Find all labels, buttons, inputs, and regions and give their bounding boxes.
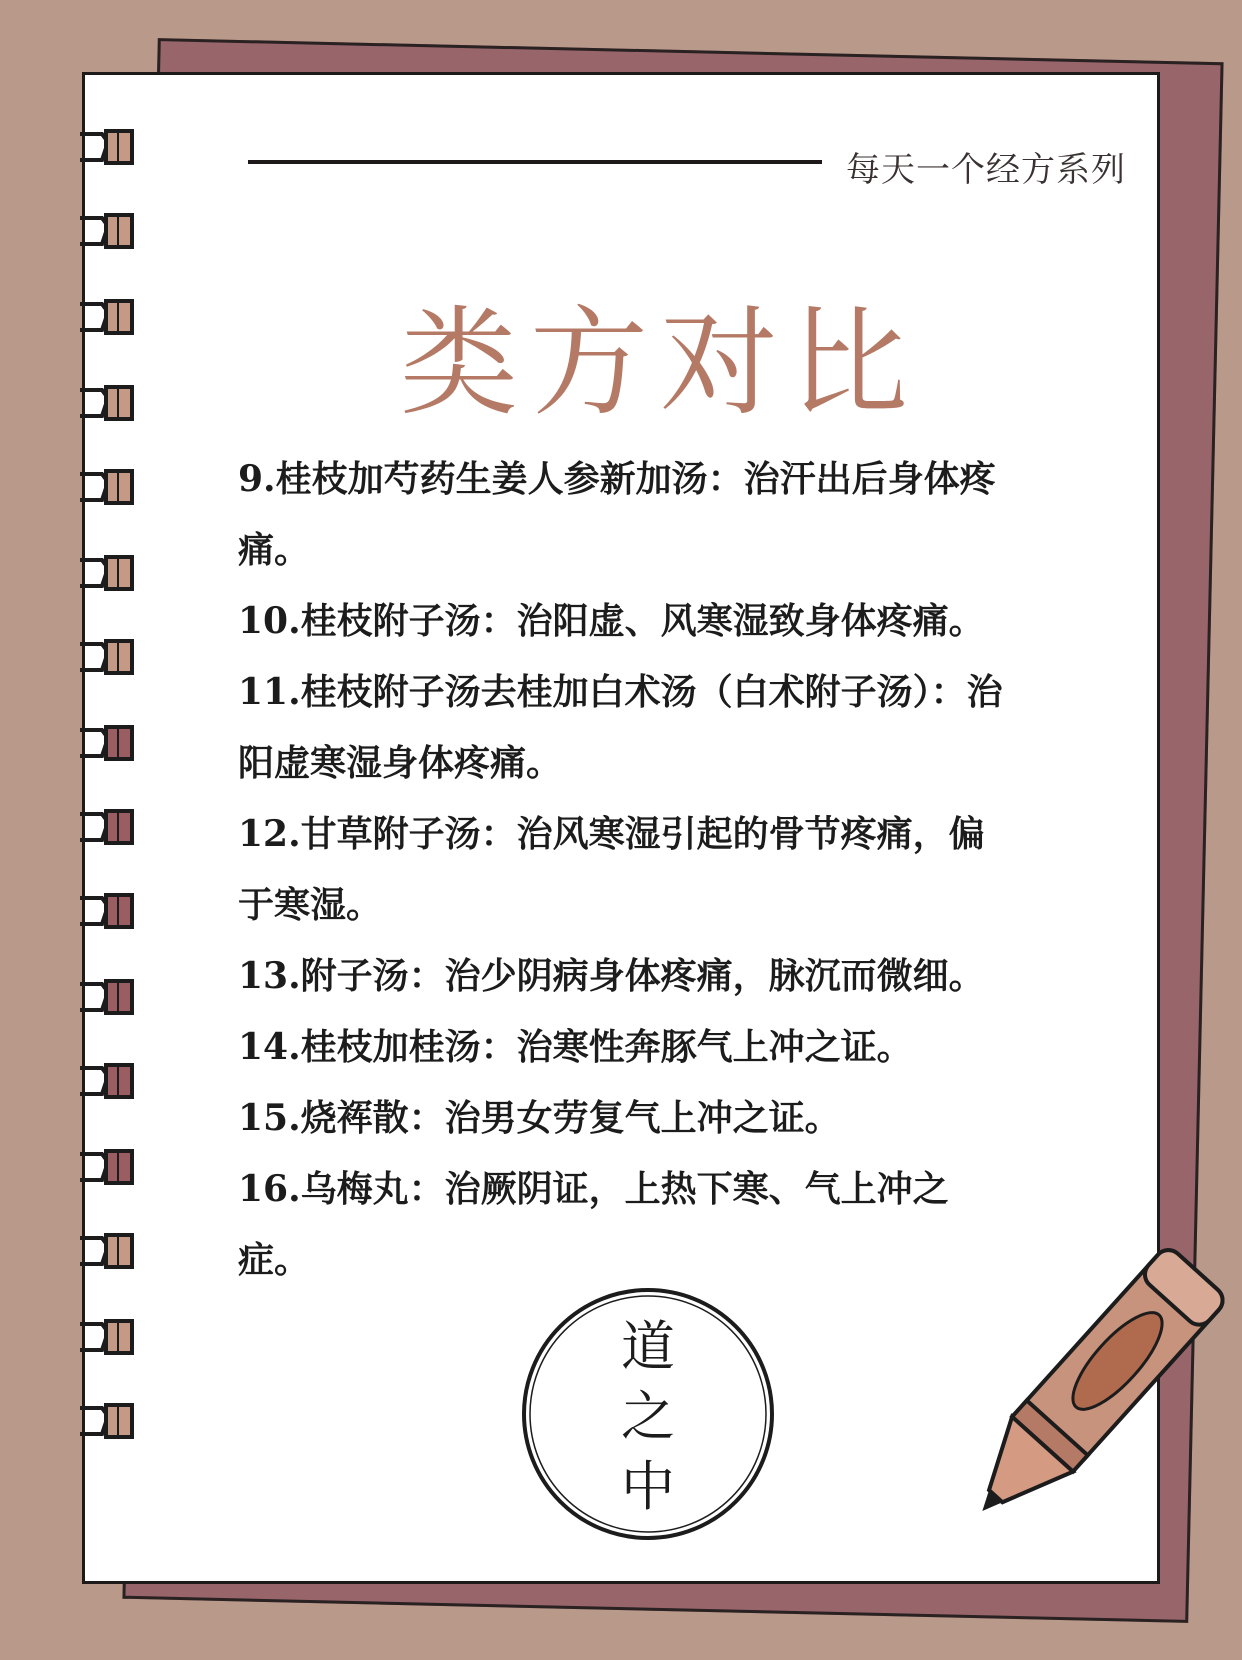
list-item: 症。: [238, 1239, 311, 1281]
series-label: 每天一个经方系列: [846, 150, 1126, 190]
list-item: 11.桂枝附子汤去桂加白术汤（白术附子汤）：治: [238, 671, 1003, 713]
binding-ring: [78, 212, 140, 252]
binding-ring: [78, 1148, 140, 1188]
binding-ring: [78, 384, 140, 424]
header-rule: [248, 160, 822, 164]
list-item: 16.乌梅丸：治厥阴证，上热下寒、气上冲之: [238, 1168, 949, 1210]
list-item: 于寒湿。: [238, 884, 383, 926]
page-title: 类方对比: [400, 294, 921, 432]
list-item: 14.桂枝加桂汤：治寒性奔豚气上冲之证。: [238, 1026, 913, 1068]
binding-ring: [78, 1062, 140, 1102]
binding-ring: [78, 468, 140, 508]
seal-char: 中: [621, 1455, 675, 1518]
seal-stamp: [516, 1282, 780, 1546]
pencil-icon: [950, 1240, 1230, 1544]
seal-char: 道: [621, 1315, 675, 1378]
list-item: 13.附子汤：治少阴病身体疼痛，脉沉而微细。: [238, 955, 985, 997]
binding-ring: [78, 128, 140, 168]
binding-ring: [78, 1402, 140, 1442]
list-item: 阳虚寒湿身体疼痛。: [238, 742, 563, 784]
binding-ring: [78, 554, 140, 594]
list-item: 痛。: [238, 529, 311, 571]
binding-ring: [78, 638, 140, 678]
binding-ring: [78, 1232, 140, 1272]
list-item: 10.桂枝附子汤：治阳虚、风寒湿致身体疼痛。: [238, 600, 985, 642]
binding-ring: [78, 978, 140, 1018]
list-item: 12.甘草附子汤：治风寒湿引起的骨节疼痛，偏: [238, 813, 985, 855]
formula-list: [238, 444, 1078, 1296]
binding-ring: [78, 724, 140, 764]
binding-ring: [78, 298, 140, 338]
list-item: 9.桂枝加芍药生姜人参新加汤：治汗出后身体疼: [238, 458, 996, 500]
binding-ring: [78, 808, 140, 848]
seal-char: 之: [621, 1385, 675, 1448]
binding-ring: [78, 892, 140, 932]
binding-ring: [78, 1318, 140, 1358]
list-item: 15.烧裈散：治男女劳复气上冲之证。: [238, 1097, 841, 1139]
